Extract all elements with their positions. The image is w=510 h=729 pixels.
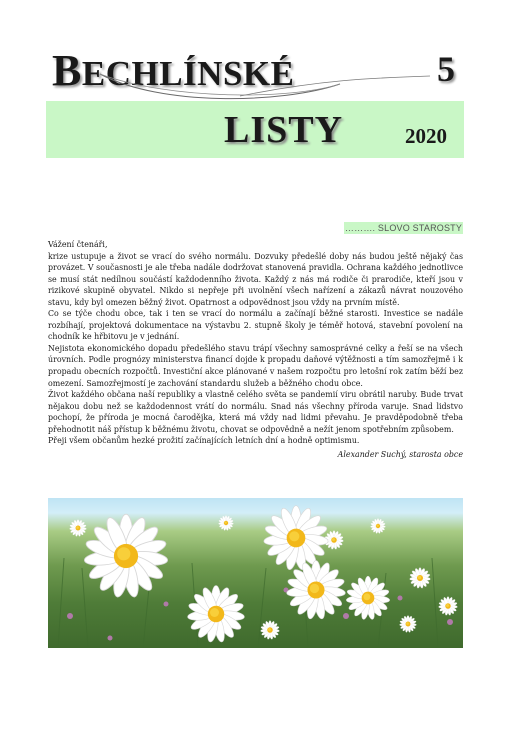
issue-number: 5 xyxy=(437,49,455,89)
article-paragraph: krize ustupuje a život se vrací do svého normálu. Dozvuky předešlé doby nás budou ještě nějaký čas provázet. V současnosti je ale třeba nadále dodržovat stanovená pravidla. Ochrana každého jednotlivce se musí stát nedílnou součástí každodenního života. Každý z nás má rodiče či prarodiče, kteří jsou v rizikové skupině obyvatel. Nikdo si nepřeje při uvolnění všech nařízení a zákazů návrat nouzového stavu, kdy byl omezen běžný život. Opatrnost a odpovědnost jsou vždy na prvním místě. xyxy=(48,251,463,307)
article-paragraph: Život každého občana naší republiky a vlastně celého světa se pandemií viru obrátil naruby. Bude trvat nějakou dobu než se každodennost vrátí do normálu. Snad nás všechny příroda varuje. Snad lidstvo pochopí, že příroda je mocná čarodějka, která má vždy nad lidmi převahu. Je pravděpodobně třeba přehodnotit náš přístup k běžnému životu, chovat se odpovědně a nežít jenom spotřebním způsobem. xyxy=(48,390,463,434)
article-paragraph: Nejistota ekonomického dopadu předešlého stavu trápí všechny samosprávné celky a řeší se na všech úrovních. Podle prognózy ministerstva financí dojde k propadu daňové výtěžnosti a tím samozřejmě i k propadu obecních rozpočtů. Investiční akce plánované v našem rozpočtu pro letošní rok zatím běží bez omezení. Samozřejmostí je zachování standardu služeb a běžného chodu obce. xyxy=(48,343,463,388)
article-body xyxy=(48,239,463,460)
title-initial: B xyxy=(52,46,82,95)
article-paragraph: Vážení čtenáři, xyxy=(48,240,108,249)
title-rest: ECHLÍNSKÉ xyxy=(81,54,295,93)
section-tag: ………. SLOVO STAROSTY xyxy=(344,223,463,233)
article-signature: Alexander Suchý, starosta obce xyxy=(337,449,463,459)
daisy-meadow-photo xyxy=(48,498,463,648)
masthead xyxy=(0,0,510,170)
masthead-subtitle: LISTY xyxy=(224,109,344,151)
article-paragraph: Co se týče chodu obce, tak i ten se vrací do normálu a začínají běžné starosti. Investice se nadále rozbíhají, projektová dokumentace na výstavbu 2. stupně školy je téměř hotová, stavební povolení na chodník ke hřbitovu je v jednání. xyxy=(48,309,463,342)
article-paragraph: Přeji všem občanům hezké prožití začínajících letních dní a hodně optimismu. xyxy=(48,436,360,446)
issue-year: 2020 xyxy=(405,124,447,148)
